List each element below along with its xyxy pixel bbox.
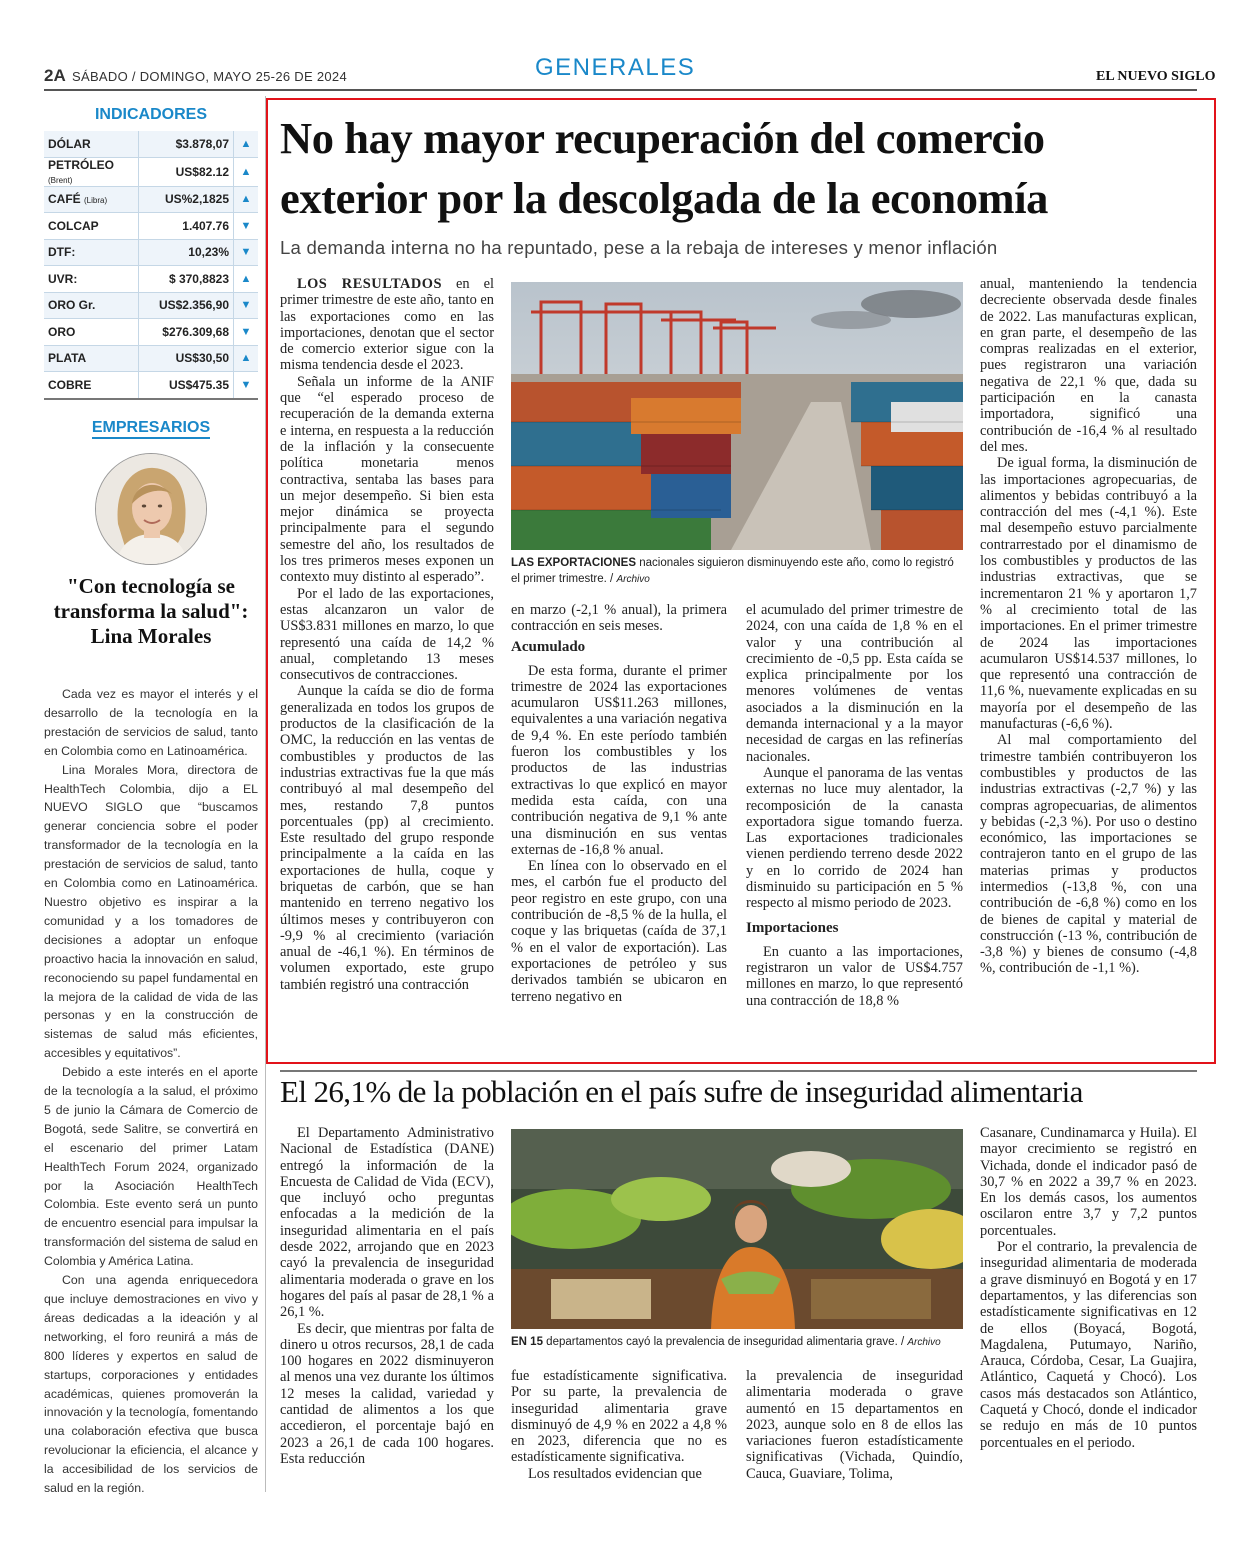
lead-in: LOS RESULTADOS (297, 276, 442, 292)
indicator-value: 1.407.76 (139, 213, 234, 240)
article-column-1 (280, 276, 494, 993)
indicator-row (44, 239, 258, 266)
paragraph: fue estadísticamente significativa. Por su parte, la prevalencia de inseguridad alimentaria grave disminuyó de 4,9 % en 2022 a 4,8 % en 2023, diferencia que no es estadísticamente significativa. (511, 1368, 727, 1466)
indicator-label: CAFÉ (48, 192, 81, 207)
paragraph: la prevalencia de inseguridad alimentaria moderada o grave aumentó en 15 departamentos en 2023, aunque solo en 8 de ellos las variaciones fueron estadísticamente significativas (Vichada, Quindío, Cauca, Guaviare, Tolima, (746, 1368, 963, 1482)
edition-date: SÁBADO / DOMINGO, MAYO 25-26 DE 2024 (72, 69, 347, 84)
paragraph: Los resultados evidencian que (528, 1465, 702, 1482)
indicator-row (44, 213, 258, 240)
paragraph: Por el lado de las exportaciones, estas alcanzaron un valor de US$3.831 millones en marzo, lo que representó una caída de 14,2 % anual, completando 13 meses consecutivos de contracciones. (280, 585, 494, 684)
indicator-value: US%2,1825 (139, 186, 234, 213)
indicator-name (44, 292, 139, 319)
avatar (95, 453, 207, 565)
trend-down-icon: ▼ (234, 213, 259, 240)
paragraph: En línea con lo observado en el mes, el carbón fue el producto del peor registro en este grupo, con una contribución de -8,5 % de la hulla, el coque y las briquetas (caída de 37,1 % en el valor de exportación). Las exportaciones de petróleo y sus derivados también se ubicaron en terreno negativo en (511, 858, 727, 1005)
indicator-value: US$30,50 (139, 345, 234, 372)
indicator-row (44, 292, 258, 319)
paragraph: Cada vez es mayor el interés y el desarrollo de la tecnología en la prestación de servicios de salud, tanto en Colombia como en Latinoamérica. (44, 687, 258, 758)
indicator-name (44, 266, 139, 293)
trend-up-icon: ▲ (234, 345, 259, 372)
photo-caption (511, 556, 963, 587)
trend-up-icon: ▲ (234, 266, 259, 293)
indicator-value: 10,23% (139, 239, 234, 266)
paragraph: En cuanto a las importaciones, registraron un valor de US$4.757 millones en marzo, lo que representó una contracción de 18,8 % (746, 943, 963, 1009)
header-rule (44, 89, 1197, 91)
indicator-row (44, 186, 258, 213)
paragraph: el acumulado del primer trimestre de 2024, con una caída de 1,8 % en el valor y una contribución al crecimiento de -0,5 pp. Esta caída se explica principalmente por los menores volúmenes de ventas asociados a la disminución en la demanda internacional y a la mayor necesidad de cargas en las refinerías nacionales. (746, 602, 963, 765)
paragraph: Aunque la caída se dio de forma generalizada en todos los grupos de productos de la clasificación de la OMC, la reducción en las ventas de combustibles y productos de las industrias extractivas fue la que más contribuyó al mal desempeño del mes, restando 7,8 puntos porcentuales (pp) al crecimiento. Este resultado del grupo responde principalmente a la caída en las exportaciones de hulla, coque y briquetas de carbón, que se han mantenido en terreno negativo los últimos meses y contribuyeron con -9,9 % al crecimiento (variación anual de -46,1 %). En términos de volumen exportado, este grupo también registró una contracción (280, 683, 494, 993)
interview-body (44, 685, 258, 1498)
article-column-3 (746, 602, 963, 1009)
trend-down-icon: ▼ (234, 319, 259, 346)
trend-down-icon: ▼ (234, 372, 259, 399)
page-number: 2A (44, 66, 66, 85)
trend-up-icon: ▲ (234, 186, 259, 213)
indicators-table (44, 131, 258, 399)
paragraph: en el primer trimestre de este año, tanto en las exportaciones como en las importaciones, denotan que el sector de comercio exterior sigue con la misma tendencia desde el 2023. (280, 276, 494, 374)
indicator-label: ORO Gr. (48, 298, 96, 313)
indicator-label: PLATA (48, 351, 87, 366)
indicator-note: (Brent) (48, 175, 73, 185)
indicator-name (44, 319, 139, 346)
sidebar-divider (44, 398, 258, 400)
market-vendor-photo (511, 1129, 963, 1329)
indicator-name (44, 345, 139, 372)
portrait-image (96, 454, 206, 564)
indicator-value: US$475.35 (139, 372, 234, 399)
indicator-row (44, 372, 258, 399)
business-heading (44, 419, 258, 437)
indicator-value: $276.309,68 (139, 319, 234, 346)
paragraph: Debido a este interés en el aporte de la tecnología a la salud, el próximo 5 de junio la Cámara de Comercio de Bogotá, sede Salitre, se convertirá en el escenario del primer Latam HealthTech Forum 2024, organizado por la Asociación HealthTech Colombia. Este evento será un punto de encuentro esencial para impulsar la transformación del sistema de salud en Colombia y América Latina. (44, 1065, 258, 1269)
indicator-value: US$2.356,90 (139, 292, 234, 319)
section-heading: Importaciones (746, 919, 839, 936)
paragraph: Aunque el panorama de las ventas externas no luce muy alentador, la recomposición de la canasta exportadora sigue tomando fuerza. Las exportaciones tradicionales vienen perdiendo terreno desde 2022 y en lo corrido de 2024 han disminuido su participación en 5 % respecto al mismo periodo de 2023. (746, 764, 963, 912)
indicator-note: (Libra) (84, 196, 108, 206)
caption-credit: Archivo (616, 573, 650, 585)
indicator-value: US$82.12 (139, 157, 234, 186)
indicator-name (44, 239, 139, 266)
paragraph: Con una agenda enriquecedora que incluye demostraciones en vivo y áreas dedicadas a la ideación y al networking, el foro reunirá a más de 800 líderes y expertos en salud de startups, corporaciones y entidades académicas, quienes promoverán la innovación y la tecnología, fomentando una colaboración efectiva que busca revolucionar la eficiencia, el alcance y la accesibilidad de los servicios de salud en la región. (44, 1273, 258, 1496)
caption-text: departamentos cayó la prevalencia de inseguridad alimentaria grave. / (546, 1336, 905, 1348)
article-column-1 (280, 1125, 494, 1467)
indicator-label: DTF: (48, 245, 76, 260)
paragraph: Por el contrario, la prevalencia de inseguridad alimentaria de moderada a grave disminuyó en Bogotá y en 17 departamentos, y las diferencias son estadísticamente significativas en 12 de ellos (Boyacá, Bogotá, Magdalena, Putumayo, Nariño, Arauca, Córdoba, Cesar, La Guajira, Atlántico, Caquetá y Chocó). Los casos más destacados son Atlántico, Caquetá y Chocó, donde el indicador se redujo en más de 10 puntos porcentuales en el periodo. (980, 1239, 1197, 1451)
caption-lead: LAS EXPORTACIONES (511, 557, 637, 569)
indicator-value: $3.878,07 (139, 131, 234, 157)
photo-caption (511, 1335, 963, 1351)
article-column-2 (511, 1368, 727, 1482)
trend-up-icon: ▲ (234, 157, 259, 186)
indicator-label: UVR: (48, 271, 78, 286)
trend-down-icon: ▼ (234, 239, 259, 266)
indicator-value: $ 370,8823 (139, 266, 234, 293)
indicator-name (44, 157, 139, 186)
indicator-row (44, 319, 258, 346)
section-heading: Acumulado (511, 638, 586, 655)
indicator-label: COBRE (48, 377, 92, 392)
paragraph: De esta forma, durante el primer trimestre de 2024 las exportaciones acumularon US$11.263 millones, equivalentes a una variación negativa de 9,4 %. En este período también fueron los combustibles y los productos de las industrias extractivas lo que explicó en mayor medida esta caída, con una contribución negativa de 9,1 % ante una disminución en sus ventas externas de -16,8 % anual. (511, 662, 727, 858)
paragraph: Casanare, Cundinamarca y Huila). El mayor crecimiento se registró en Vichada, donde el indicador pasó de 30,7 % en 2022 a 39,7 % en 2023. En los demás casos, los aumentos oscilaron entre 3,7 y 7,2 puntos porcentuales. (980, 1125, 1197, 1239)
indicator-row (44, 266, 258, 293)
port-containers-photo (511, 282, 963, 550)
indicator-name (44, 131, 139, 157)
indicator-name (44, 372, 139, 399)
indicator-name (44, 186, 139, 213)
paragraph: Lina Morales Mora, directora de HealthTech Colombia, dijo a EL NUEVO SIGLO que “buscamos generar conciencia sobre el poder transformador de la tecnología en la prestación de servicios de salud, tanto en Colombia como en Latinoamérica. Nuestro objetivo es inspirar a la comunidad y a los tomadores de decisiones a adoptar un enfoque proactivo hacia la innovación en salud, reconociendo su papel fundamental en la mejora de la calidad de vida de las personas y en la construcción de sistemas de salud más eficientes, accesibles y equitativos”. (44, 762, 258, 1061)
indicators-heading: INDICADORES (94, 106, 207, 123)
indicator-label: COLCAP (48, 218, 99, 233)
paragraph: Al mal comportamiento del trimestre también contribuyeron los combustibles y productos de las industrias extractivas (-2,7 %) y las compras agropecuarias, de alimentos y bebidas (-2,3 %). Por uso o destino económico, las importaciones se contrajeron tanto en el grupo de las materias primas y productos intermedios (-13,8 %, con una contribución de -6,8 %) como en los de bienes de capital y material de construcción (-13 %, contribución de -3,8 %) y bienes de consumo (-4,8 %, contribución de -1,1 %). (980, 732, 1197, 977)
paragraph: De igual forma, la disminución de las importaciones agropecuarias, de alimentos y bebidas contribuyó a la contracción del mes (-4,1 %). Este mal desempeño estuvo parcialmente contrarrestado por el dinamismo de los combustibles y productos de las industrias extractivas, que se incrementaron 21 % y aportaron 1,7 % al crecimiento total de las importaciones. En el primer trimestre de 2024 las importaciones acumularon US$14.537 millones, lo que representó una contracción de 11,6 %, nuevamente explicadas en su mayoría por el desempeño de las manufacturas (-6,6 %). (980, 455, 1197, 733)
article-headline: No hay mayor recuperación del comercio exterior por la descolgada de la economía (280, 113, 1049, 223)
indicator-label: DÓLAR (48, 136, 91, 151)
indicator-row (44, 131, 258, 157)
indicator-name (44, 213, 139, 240)
article-column-4 (980, 276, 1197, 977)
trend-down-icon: ▼ (234, 292, 259, 319)
interview-headline: "Con tecnología se transforma la salud": Lina Morales (53, 574, 249, 648)
paragraph: Señala un informe de la ANIF que “el esperado proceso de recuperación de la demanda externa e interna, en respuesta a la reducción de la inflación y la consecuente política monetaria menos contractiva, sentaba las bases para un mejor desempeño. Si bien esta mejor dinámica se proyecta principalmente para el segundo semestre del año, los resultados de los tres primeros meses exponen un contexto muy distinto al esperado”. (280, 373, 494, 586)
paragraph: Es decir, que mientras por falta de dinero u otros recursos, 28,1 de cada 100 hogares en 2022 disminuyeron al menos una vez durante los últimos 12 meses la calidad, variedad y cantidad de alimentos a los que accedieron, el porcentaje bajó en 2023 a 26,1 de cada 100 hogares. Esta reducción (280, 1320, 494, 1467)
article-headline: El 26,1% de la población en el país sufre de inseguridad alimentaria (280, 1074, 1083, 1109)
article-subtitle: La demanda interna no ha repuntado, pese a la rebaja de intereses y menor inflación (280, 237, 998, 258)
caption-text: nacionales siguieron disminuyendo este año, como lo registró el primer trimestre. / (511, 557, 954, 585)
section-title: GENERALES (535, 54, 696, 81)
caption-credit: Archivo (907, 1337, 941, 1348)
paragraph: anual, manteniendo la tendencia decreciente observada desde finales de 2022. Las manufacturas explican, en gran parte, el desempeño de las compras realizadas en el exterior, pues registraron una variación negativa de 22,1 % que, dada su participación en la canasta importadora, significó una contribución de -16,4 % al resultado del mes. (980, 276, 1197, 455)
article-column-4 (980, 1125, 1197, 1451)
indicator-label: PETRÓLEO (48, 157, 115, 172)
caption-lead: EN 15 (511, 1336, 543, 1348)
paragraph: El Departamento Administrativo Nacional de Estadística (DANE) entregó la información de la Encuesta de Calidad de Vida (ECV), que incluyó ocho preguntas enfocadas a la medición de la inseguridad alimentaria en el país desde 2022, arrojando que en 2023 cayó la prevalencia de inseguridad alimentaria moderada o grave en los hogares del país al pasar de 28,1 % a 26,1 %. (280, 1125, 494, 1321)
business-heading-label: EMPRESARIOS (92, 419, 210, 439)
indicator-label: ORO (48, 324, 76, 339)
indicator-row (44, 345, 258, 372)
article-column-2 (511, 602, 727, 1005)
newspaper-brand: EL NUEVO SIGLO (1096, 69, 1216, 84)
paragraph: en marzo (-2,1 % anual), la primera contracción en seis meses. (511, 602, 727, 635)
trend-up-icon: ▲ (234, 131, 259, 157)
indicator-row (44, 157, 258, 186)
article-column-3 (746, 1368, 963, 1482)
